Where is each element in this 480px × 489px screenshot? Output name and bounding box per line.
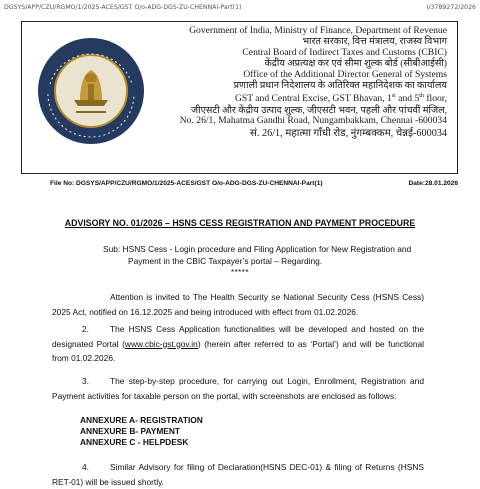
paragraph-3: 3. The step-by-step procedure, for carrying out Login, Enrollment, Registration and Payment activities for taxable person on the portal, with screenshots are enclosed as follows: (52, 376, 424, 401)
annexure-item: ANNEXURE C - HELPDESK (80, 436, 189, 447)
document-date: Date:28.01.2026 (408, 180, 458, 187)
file-number: File No: DGSYS/APP/CZU/RGMO/1/2025-ACES/GST O/o-ADG-DGS-ZU-CHENNAI-Part(1) (50, 180, 323, 187)
subject-line: Sub: HSNS Cess - Login procedure and Filing Application for New Registration and (103, 244, 412, 254)
letterhead (21, 21, 458, 174)
portal-link[interactable]: www.cbic-gst.gov.in (124, 338, 198, 349)
document-header (4, 4, 476, 14)
letterhead-line: Central Board of Indirect Taxes and Customs (CBIC) (242, 46, 447, 58)
header-document-id: I/3789272/2026 (426, 4, 476, 11)
state-emblem-icon (36, 36, 146, 146)
letterhead-address: सं. 26/1, महात्मा गाँधी रोड, नुंगम्बक्कम, चेन्नई-600034 (250, 128, 447, 140)
annexure-item: ANNEXURE A- REGISTRATION (80, 415, 203, 425)
advisory-title: ADVISORY NO. 01/2026 – HSNS CESS REGISTRATION AND PAYMENT PROCEDURE (64, 218, 416, 228)
letterhead-line: भारत सरकार, वित्त मंत्रालय, राजस्व विभाग (302, 35, 447, 47)
paragraph-1: Attention is invited to The Health Security se National Security Cess (HSNS Cess) 2025 Act, notified on 16.12.2025 and being introduced with effect from 01.02.2026. (52, 292, 424, 317)
file-reference-line (50, 180, 458, 187)
header-reference: DGSYS/APP/CZU/RGMO/1/2025-ACES/GST O/o-ADG-DGS-ZU-CHENNAI-Part(1) (4, 4, 242, 11)
annexure-item: ANNEXURE B- PAYMENT (80, 425, 181, 436)
letterhead-text (162, 26, 447, 140)
paragraph-2: 2. The HSNS Cess Application functionalities will be developed and hosted on the designated Portal (www.cbic-gst.gov.in) (herein after referred to as ‘Portal’) and will be functional from 01.02.2026. (52, 324, 424, 363)
letterhead-address: जीएसटी और केंद्रीय उत्पाद शुल्क, जीएसटी भवन, पहली और पांचवीं मंजिल, (190, 104, 447, 116)
annexure-list (80, 415, 203, 447)
letterhead-line: केंद्रीय अप्रत्यक्ष कर एवं सीमा शुल्क बोर्ड (सीबीआईसी) (264, 57, 447, 69)
letterhead-line: प्रणाली प्रधान निदेशालय के अतिरिक्त महानिदेशक का कार्यालय (233, 79, 447, 91)
letterhead-line: Office of the Additional Director General of Systems (243, 68, 447, 80)
subject (103, 243, 423, 267)
letterhead-address: No. 26/1, Mahatma Gandhi Road, Nungambakkam, Chennai -600034 (179, 115, 447, 127)
paragraph-4: 4. Similar Advisory for filing of Declaration(HSNS DEC-01) & filing of Returns (HSNS RET-01) will be issued shortly. (52, 462, 424, 487)
subject-line: Payment in the CBIC Taxpayer’s portal – Regarding. (128, 256, 323, 266)
letterhead-line: Government of India, Ministry of Finance, Department of Revenue (189, 25, 447, 36)
letterhead-address: GST and Central Excise, GST Bhavan, 1st and 5th floor, (234, 93, 447, 105)
separator-stars: ***** (230, 268, 250, 277)
